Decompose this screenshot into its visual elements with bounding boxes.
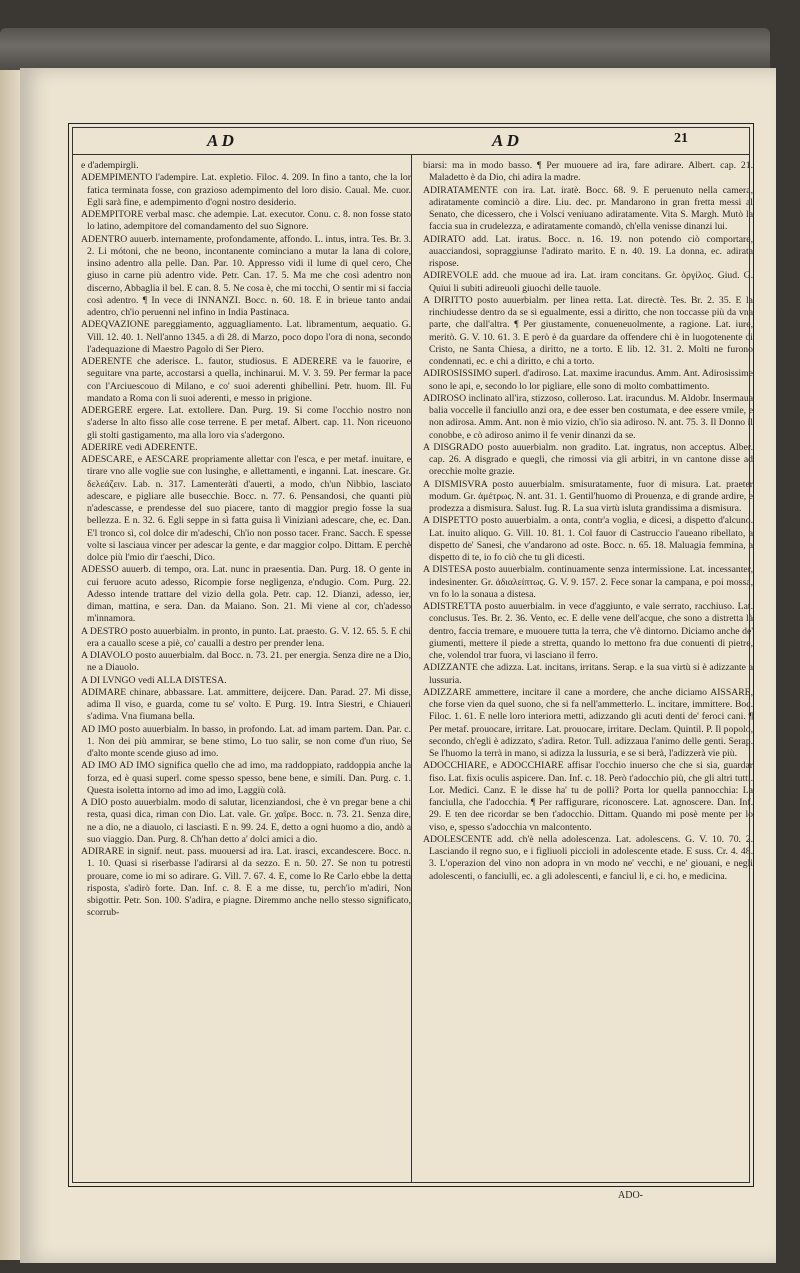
entry: A DIO posto auuerbialm. modo di salutar, licenziandosi, che è vn pregar bene a chi resta, quasi dica, riman con Dio. Lat. vale. Gr. χαῖρε. Bocc. n. 73. 21. Senza dire, ne a dio, ne a diauolo, ci lasciasti. E n. 99. 24. E, detto a ogni huomo a dio, andò a suo viaggio. Dan. Purg. 8. Ch'han detto a' dolci amici a dio. (81, 797, 411, 845)
right-column (423, 160, 753, 1180)
entry: A DISPETTO posto auuerbialm. a onta, contr'a voglia, e dicesi, a dispetto d'alcuno. Lat. inuito aliquo. G. Vill. 10. 81. 1. Col fauor di Castruccio l'aueano ribellato, a dispetto de' Sanesi, che v'andarono ad oste. Bocc. n. 65. 18. Maluagia femmina, a dispetto di te, io fo ciò che tu gli dicesti. (423, 515, 753, 563)
entry: A DIRITTO posto auuerbialm. per linea retta. Lat. directè. Tes. Br. 2. 35. E la rinchiudesse dentro da se sì egualmente, essi a diritto, che non toccasse più da vna parte, che dall'altra. ¶ Per giustamente, conueneuolmente, a ragione. Lat. iure, meritò. G. V. 10. 61. 3. E però è da guardare da offendere chi è in luogotenente di Cristo, ne Santa Chiesa, a diritto, ne a torto. E lib. 12. 31. 2. Molti ne furono condennati, ec. e chi a diritto, e chi a torto. (423, 294, 753, 367)
entry: A DESTRO posto auuerbialm. in pronto, in punto. Lat. praesto. G. V. 12. 65. 5. E chi era a cauallo scese a piè, co' caualli a destro per prender lena. (81, 625, 411, 649)
entry: ADERENTE che aderisce. L. fautor, studiosus. E ADERERE va le fauorire, e seguitare vna parte, accostarsi a quella, inchinarui. M. V. 3. 59. Per fermar la pace con l'Arciuescouo di Milano, e co' suoi aderenti ghibellini. Petr. huom. Ill. Fu mandato a Roma con li suoi aderenti, e messo in prigione. (81, 356, 411, 404)
entry: ADEMPITORE verbal masc. che adempie. Lat. executor. Conu. c. 8. non fosse stato lo latino, adempitore del comandamento del suo Signore. (81, 209, 411, 233)
entry: ADERIRE vedi ADERENTE. (81, 441, 198, 453)
entry: A DISMISVRA posto auuerbialm. smisuratamente, fuor di misura. Lat. praeter modum. Gr. ἀμέτρως. N. ant. 31. 1. Gentil'huomo di Prouenza, e di grande ardire, e prodezza a dismisura. Salust. Iug. R. La sua virtù isluta grandissima a dismisura. (423, 478, 753, 514)
entry: ADIROSO inclinato all'ira, stizzoso, colleroso. Lat. iracundus. M. Aldobr. Insermaua balia voccelle il fanciullo anzi ora, e dee esser ben costumata, e dee essere vmile, e non adirosa. Amm. Ant. non è mio vizio, ch'io sia adiroso. N. ant. 75. 3. Il Donno il conobbe, e cò adiroso animo il fe venir dinanzi da se. (423, 392, 753, 441)
page-number: 21 (674, 131, 688, 146)
entry: ADIROSISSIMO superl. d'adiroso. Lat. maxime iracundus. Amm. Ant. Adirosissime sono le api, e, secondo lo lor pigliare, elle sono di molto combattimento. (423, 368, 753, 392)
entry: ADIZZANTE che adizza. Lat. incitans, irritans. Serap. e la sua virtù si è adizzante a lussuria. (423, 662, 753, 686)
running-head-left: A D (207, 131, 234, 150)
facing-page-edge (0, 70, 22, 1260)
text-frame (68, 123, 754, 1187)
entry: A DISGRADO posto auuerbialm. non gradito. Lat. ingratus, non acceptus. Alber. cap. 26. A disgrado e quegli, che rimossi via gli arbitri, in vn cantone disse ad orecchie molte grazie. (423, 441, 753, 478)
entry: ADIZZARE ammettere, incitare il cane a mordere, che anche diciamo AISSARE, che forse vien da quel suono, che si fa nell'ammetterlo. L. incitare, immittere. Boc. Filoc. 1. 61. E nelle loro interiora metti, adizzando gli acuti denti de' feroci cani. ¶ Per metaf. prouocare, irritare. Lat. prouocare, irritare. Declam. Quintil. P. Il popolo, secondo, ch'egli è adizzato, s'adira. Retor. Tull. adizzaua l'animo delle genti. Serap. Se l'huomo la terrà in mano, si adizza la lussuria, e se si berà, l'adizzerà vie più. (423, 686, 753, 759)
entry: AD IMO AD IMO significa quello che ad imo, ma raddoppiato, raddoppia anche la forza, ed è quasi superl. come spesso spesso, bene bene, e simili. Dan. Purg. c. 1. Questa isoletta intorno ad imo ad imo, Laggiù colà. (81, 760, 411, 796)
entry: ADISTRETTA posto auuerbialm. in vece d'aggiunto, e vale serrato, racchiuso. Lat. conclusus. Tes. Br. 2. 36. Vento, ec. E delle vene dell'acque, che sono a distretta là dentro, faccia tremare, e muouere tutta la terra, che v'è dintorno. Diciamo anche de' giumenti, mettere il piede a stretta, quando lo mettono fra due conuenti di pietre, che, volendol trar fuora, vi lasciano il ferro. (423, 601, 753, 661)
running-head (77, 129, 743, 155)
left-column (81, 160, 411, 1180)
entry: ADEQVAZIONE pareggiamento, agguagliamento. Lat. libramentum, aequatio. G. Vill. 12. 40. 1. Nell'anno 1345. a dì 28. di Marzo, poco dopo l'ora di nona, secondo l'adequazione di Maestro Pagolo di Ser Piero. (81, 319, 411, 355)
book-page (20, 68, 776, 1263)
entry: ADERGERE ergere. Lat. extollere. Dan. Purg. 19. Si come l'occhio nostro non s'aderse In alto fisso alle cose terrene. E per metaf. Albert. cap. 11. Non riceuono gli stolti gastigamento, ma alla loro via s'adergono. (81, 405, 411, 441)
entry: A DISTESA posto auuerbialm. continuamente senza intermissione. Lat. incessanter, indesinenter. Gr. ἀδιαλείπτως. G. V. 9. 157. 2. Fece sonar la campana, e poi mossa, vn fo lo la sonaua a distesa. (423, 564, 753, 600)
entry: ADIRATO add. Lat. iratus. Bocc. n. 16. 19. non potendo ciò comportare, auacciandosi, sopraggiunse l'adirato marito. E n. 40. 19. La donna, ec. adirata rispose. (423, 233, 753, 269)
entry: A DIAVOLO posto auuerbialm. dal Bocc. n. 73. 21. per energia. Senza dire ne a Dio, ne a Diauolo. (81, 650, 411, 674)
entry: ADEMPIMENTO l'adempire. Lat. expletio. Filoc. 4. 209. In fino a tanto, che la lor fatica terminata fosse, con grazioso adempimento del loro disio. Caual. Me. cuor. Egli sarà fine, e adempimento d'ogni nostro desiderio. (81, 172, 411, 208)
book-top-edge (0, 28, 770, 73)
entry: ADIRARE in signif. neut. pass. muouersi ad ira. Lat. irasci, excandescere. Bocc. n. 1. 10. Quasi si riserbasse l'adirarsi al da sezzo. E n. 50. 27. Se non tu potresti prouare, come io mi so adirare. G. Vill. 7. 67. 4. E, come lo Re Carlo ebbe la detta risposta, s'adirò forte. Dan. Inf. c. 8. E a me disse, tu, perch'io m'adiri, Non sbigottir. Petr. Son. 100. S'adira, e piagne. Diremmo anche nello stesso significato, scorrub- (81, 846, 411, 919)
column-divider (411, 154, 412, 1182)
entry: ADIMARE chinare, abbassare. Lat. ammittere, deijcere. Dan. Parad. 27. Mi disse, adima Il viso, e guarda, come tu se' volto. E Purg. 19. Intra Siestri, e Chiaueri s'adima. Vna fiumana bella. (81, 686, 411, 723)
entry: ADOCCHIARE, e ADOCCHIARE affisar l'occhio inuerso che che si sia, guardar fiso. Lat. fixis oculis aspicere. Dan. Inf. c. 18. Però t'adocchio più, che gli altri tutti. Lor. Medici. Canz. E le disse ha' tu de polli? Porta lor quella pannocchia: La fanciulla, che l'adocchia. ¶ Per raffigurare, riconoscere. Lat. agnoscere. Dan. Inf. 29. E ten dee ricordar se ben t'adocchio. Dittam. Quando mi posè mente per lo viso, e, spesso s'adocchia vn malcontento. (423, 760, 753, 833)
entry: A DI LVNGO vedi ALLA DISTESA. (81, 674, 227, 686)
running-head-right: A D (492, 131, 519, 150)
entry: ADOLESCENTE add. ch'è nella adolescenza. Lat. adolescens. G. V. 10. 70. 2. Lasciando il regno suo, e i figliuoli piccioli in adolescente etade. E suss. Cr. 4. 48. 3. L'operazion del vino non adopra in vn modo ne' vecchi, e ne' giouani, e negli adolescenti, o fanciulli, ec. a gli adolescenti, e fanciul li, e ci. ho, e medicina. (423, 833, 753, 882)
catchword: ADO- (618, 1190, 643, 1201)
entry: ADIREVOLE add. che muoue ad ira. Lat. iram concitans. Gr. ὀργίλος. Giud. G. Quiui li subiti adireuoli giuochi delle tauole. (423, 270, 753, 294)
entry: ADIRATAMENTE con ira. Lat. iratè. Bocc. 68. 9. E peruenuto nella camera, adiratamente cominciò a dire. Liu. dec. pr. Mandarono in gran fretta messi al Senato, che dicessero, che i Volsci veniuano adiratamente. Vita S. Margh. Mutò la faccia sua in crudelezza, e adiratamente comandò, ch'ella venisse dinanzi lui. (423, 184, 753, 233)
entry: e d'adempirgli. (81, 160, 139, 171)
entry: AD IMO posto auuerbialm. In basso, in profondo. Lat. ad imam partem. Dan. Par. c. 1. Non dei più ammirar, se bene stimo, Lo tuo salir, se non come d'un riuo, Se d'alto monte scende giuso ad imo. (81, 723, 411, 759)
entry: ADESCARE, e AESCARE propriamente allettar con l'esca, e per metaf. inuitare, e tirare vno alle voglie sue con lusinghe, e allettamenti, e inganni. Lat. inescare. Gr. δελεάζειν. Lab. n. 317. Lamenteràti d'auerti, a modo, ch'un Nibbio, lasciato adescare, e pigliare alle busecchie. Bocc. n. 77. 6. Pensandosi, che quanti più n'adescasse, e prendesse del suo piacere, tanto di maggior pregio fosse la sua bellezza. E n. 32. 6. Egli seppe in sì fatta guisa lì Vinizianì adescare, che, ec. Dan. E'l tronco sì, col dolce dir m'adeschi, Ch'io non posso tacer. Franc. Sacch. E spesse volte si lasciaua vincer per adescar la gente, e dar maggior colpo. Dittam. E perchè dolce più l'mio dir t'aeschi, Dico. (81, 454, 411, 563)
entry: ADESSO auuerb. di tempo, ora. Lat. nunc in praesentia. Dan. Purg. 18. O gente in cui feruore acuto adesso, Ricompie forse negligenza, e'ndugio. Com. Purg. 22. Adesso intende trattare del vizio della gola. Petr. cap. 12. Dianzi, adesso, ier, diman, mattina, e sera. Dan. da Maiano. Son. 21. Mi viene al cor, ch'adesso m'innamora. (81, 564, 411, 625)
entry: ADENTRO auuerb. internamente, profondamente, affondo. L. intus, intra. Tes. Br. 3. 2. Li mótoni, che ne beono, incontanente cominciano a mutar la lana di colore, insino adentro alla pelle. Dan. Par. 10. Appresso vidi il lume di quel cero, Che giuso in carne più adentro vide. Petr. Can. 17. 5. Ma me che così adentro non discerno, Abbaglia il bel. E can. 8. 5. Ne cosa è, che mi tocchi, O sentir mi si faccia così adentro. ¶ In vece di INNANZI. Bocc. n. 60. 18. E in brieue tanto andai adentro, ch'io peruenni nel infino in India Pastinaca. (81, 233, 411, 318)
entry: biarsi: ma in modo basso. ¶ Per muouere ad ira, fare adirare. Albert. cap. 21. Maladetto è da Dio, chi adira la madre. (423, 160, 753, 184)
header-rule (73, 154, 749, 155)
